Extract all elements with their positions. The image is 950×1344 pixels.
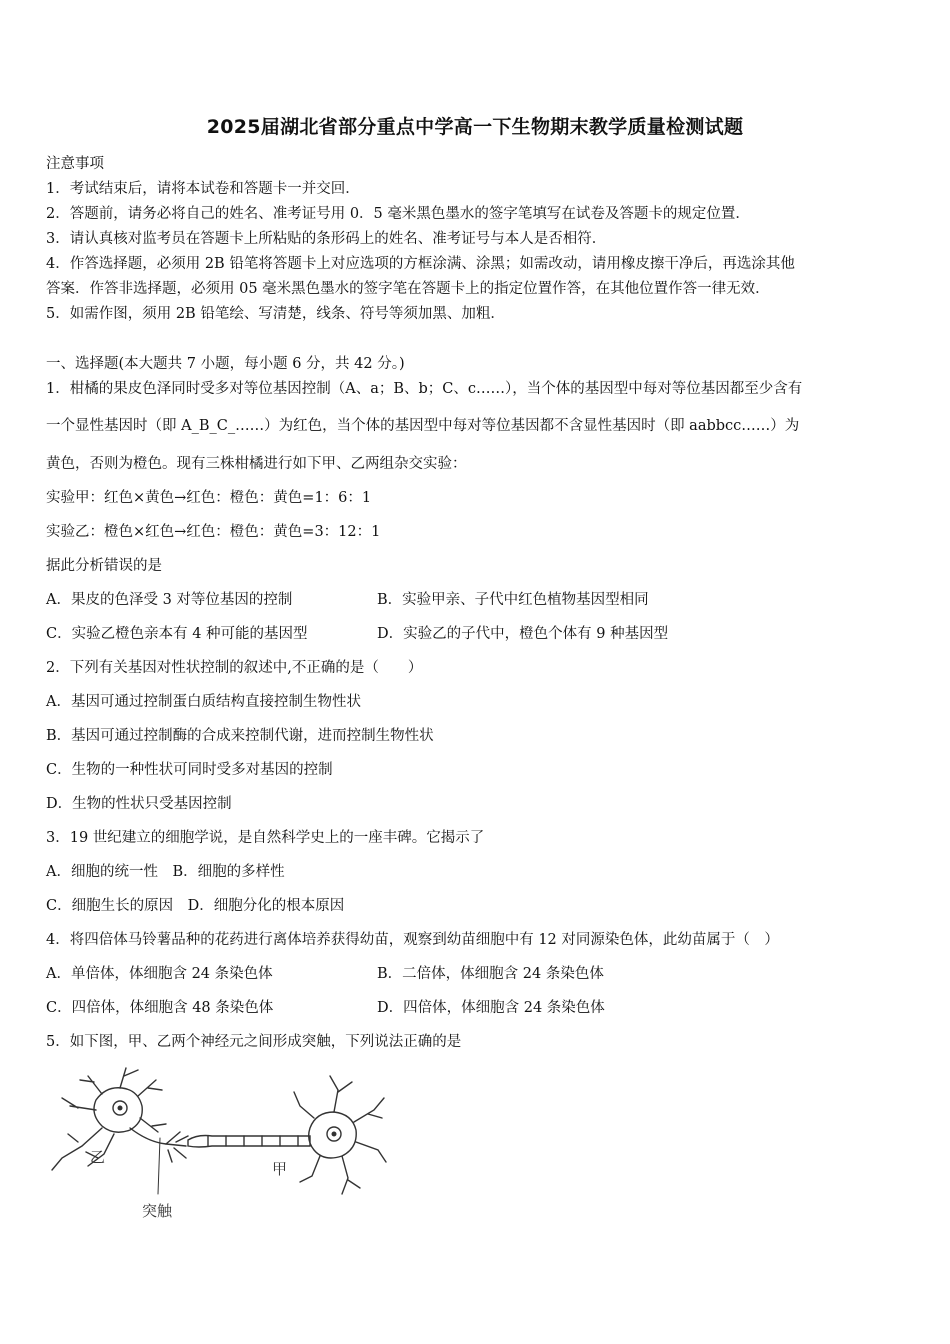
q1-option-b: B．实验甲亲、子代中红色植物基因型相同 [377,592,649,608]
notice-item-5: 5．如需作图，须用 2B 铅笔绘、写清楚，线条、符号等须加黑、加粗． [46,306,505,322]
neuron-jia-dendrite-6 [294,1092,314,1118]
section-heading: 一、选择题(本大题共 7 小题，每小题 6 分，共 42 分。) [46,356,405,372]
q1-ask: 据此分析错误的是 [46,558,162,574]
neuron-yi-body [94,1088,142,1133]
q3-stem: 3．19 世纪建立的细胞学说，是自然科学史上的一座丰碑。它揭示了 [46,830,485,846]
q4-option-a: A．单倍体，体细胞含 24 条染色体 [46,966,273,982]
neuron-yi-dendrite-4 [62,1098,96,1110]
q2-option-b: B．基因可通过控制酶的合成来控制代谢，进而控制生物性状 [46,728,434,744]
notice-heading: 注意事项 [46,156,104,172]
neuron-jia-dendrite-4 [342,1156,360,1194]
q2-stem: 2．下列有关基因对性状控制的叙述中,不正确的是（ ） [46,660,423,676]
q5-stem: 5．如下图，甲、乙两个神经元之间形成突触，下列说法正确的是 [46,1034,462,1050]
neuron-yi-dendrite-2 [120,1068,138,1088]
notice-item-3: 3．请认真核对监考员在答题卡上所粘贴的条形码上的姓名、准考证号与本人是否相符． [46,231,607,247]
q1-option-c: C．实验乙橙色亲本有 4 种可能的基因型 [46,626,308,642]
neuron-yi-dendrite-3 [138,1080,162,1096]
myelin-sheath [188,1136,310,1148]
notice-item-2: 2．答题前，请务必将自己的姓名、准考证号用 0．5 毫米黑色墨水的签字笔填写在试卷及答题卡的规定位置． [46,206,750,222]
q1-stem-line-1: 1．柑橘的果皮色泽同时受多对等位基因控制（A、a；B、b；C、c……），当个体的基因型中每对等位基因都至少含有 [46,381,803,397]
q1-experiment-b: 实验乙：橙色×红色→红色：橙色：黄色=3：12：1 [46,524,381,540]
q2-option-c: C．生物的一种性状可同时受多对基因的控制 [46,762,333,778]
label-jia: 甲 [272,1160,288,1178]
label-yi: 乙 [90,1148,106,1166]
q4-stem: 4．将四倍体马铃薯品种的花药进行离体培养获得幼苗，观察到幼苗细胞中有 12 对同源染色体，此幼苗属于（ ） [46,932,779,948]
neuron-jia-dendrite-5 [300,1156,320,1182]
neuron-yi-axon-right [130,1128,186,1146]
notice-item-1: 1．考试结束后，请将本试卷和答题卡一并交回． [46,181,360,197]
q2-option-d: D．生物的性状只受基因控制 [46,796,232,812]
neuron-jia-dendrite-1 [330,1076,352,1112]
q1-option-a: A．果皮的色泽受 3 对等位基因的控制 [46,592,293,608]
neuron-yi-dendrite-5 [140,1118,166,1132]
q3-options-ab: A．细胞的统一性 B．细胞的多样性 [46,864,285,880]
neuron-jia-dendrite-2 [354,1098,384,1122]
q4-option-c: C．四倍体，体细胞含 48 条染色体 [46,1000,274,1016]
page-title: 2025届湖北省部分重点中学高一下生物期末教学质量检测试题 [206,116,744,138]
q3-options-cd: C．细胞生长的原因 D．细胞分化的根本原因 [46,898,345,914]
synapse-terminals [166,1132,188,1162]
neuron-yi-dendrite-1 [80,1076,102,1094]
q1-stem-line-2: 一个显性基因时（即 A_B_C_……）为红色，当个体的基因型中每对等位基因都不含显性基因时（即 aabbcc……）为 [46,418,800,434]
neuron-synapse-figure [48,1062,388,1222]
notice-item-4-cont: 答案．作答非选择题，必须用 05 毫米黑色墨水的签字笔在答题卡上的指定位置作答，在其他位置作答一律无效． [46,281,770,297]
q1-option-d: D．实验乙的子代中，橙色个体有 9 种基因型 [377,626,669,642]
label-synapse: 突触 [142,1202,173,1220]
synapse-pointer-line [158,1138,160,1194]
q2-option-a: A．基因可通过控制蛋白质结构直接控制生物性状 [46,694,361,710]
q1-experiment-a: 实验甲：红色×黄色→红色：橙色：黄色=1：6：1 [46,490,372,506]
q1-stem-line-3: 黄色，否则为橙色。现有三株柑橘进行如下甲、乙两组杂交实验： [46,456,467,472]
neuron-jia-dendrite-3 [356,1142,386,1162]
notice-item-4: 4．作答选择题，必须用 2B 铅笔将答题卡上对应选项的方框涂满、涂黑；如需改动，请用橡皮擦干净后，再选涂其他 [46,256,795,272]
q4-option-d: D．四倍体，体细胞含 24 条染色体 [377,1000,605,1016]
q4-option-b: B．二倍体，体细胞含 24 条染色体 [377,966,604,982]
